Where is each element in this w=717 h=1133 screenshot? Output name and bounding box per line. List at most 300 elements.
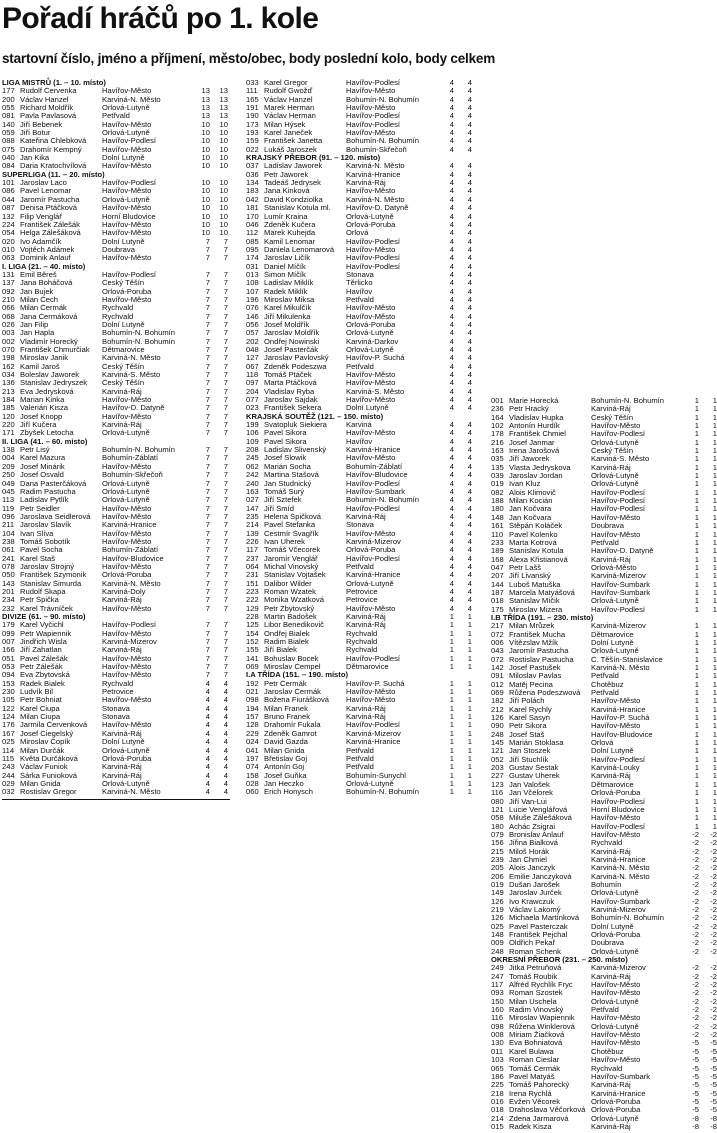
player-name: Monika Wzatková [264,596,324,605]
player-city: Rychvald [102,304,134,313]
points-last-round: 4 [449,512,454,521]
points-total: 7 [223,387,228,396]
standings-row [246,146,476,154]
player-number: 224 [2,220,15,229]
points-last-round: 7 [205,396,210,405]
player-number: 200 [2,95,15,104]
points-last-round: 1 [694,580,699,589]
points-total: 4 [467,546,472,555]
player-name: Josef Slowik [264,454,307,463]
standings-row [491,514,717,522]
player-city: Bohumín-Skřečoň [102,471,163,480]
player-name: Ondřej Nowinski [264,337,320,346]
player-city: Orlová-Lutyně [346,346,394,354]
standings-row [491,898,717,906]
player-city: Karviná-Mizerov [102,638,157,647]
points-last-round: 1 [694,647,699,656]
player-number: 213 [2,387,15,396]
player-name: Jaroslav Laco [20,179,67,188]
player-city: Orlová-Lutyně [591,1114,639,1123]
points-last-round: 4 [205,771,210,780]
standings-row [2,638,230,646]
points-total: 4 [467,304,472,313]
player-city: Havířov-Podlesí [591,488,646,497]
points-total: 4 [467,204,472,213]
standings-row [2,505,230,513]
points-total: 4 [223,746,228,755]
standings-row [2,329,230,337]
player-city: Orlová-Poruba [346,320,396,329]
points-last-round: 7 [205,362,210,371]
standings-row [2,121,230,129]
points-last-round: 4 [449,596,454,605]
points-last-round: 4 [449,537,454,546]
points-total: 4 [467,170,472,179]
player-city: Karviná-Ráj [591,772,631,781]
player-number: 003 [2,329,15,338]
player-number: 152 [246,638,259,647]
points-last-round: -2 [692,1014,699,1023]
player-number: 175 [491,605,504,614]
points-total: 4 [467,446,472,455]
player-name: Jana Kinková [264,187,310,196]
points-total: 7 [223,354,228,363]
player-number: 150 [491,997,504,1006]
points-total: 4 [467,346,472,354]
points-total: 4 [467,504,472,513]
player-name: Milan Mrůzek [509,622,555,631]
points-total: 7 [223,471,228,480]
standings-row [2,213,230,221]
player-city: Karviná-Hranice [591,705,646,714]
points-last-round: -2 [692,855,699,864]
standings-row [491,405,717,413]
standings-row [491,739,717,747]
player-city: Havířov-Město [102,504,152,513]
points-total: 4 [467,270,472,279]
standings-row [491,948,717,956]
points-total: 1 [712,580,717,589]
player-name: Jan Kočvara [509,505,552,514]
player-name: Břetislav Goj [264,754,308,763]
points-total: 1 [712,588,717,597]
player-city: Karviná-N. Město [102,95,161,104]
points-total: 4 [467,320,472,329]
standings-row [491,505,717,513]
player-number: 115 [2,754,15,763]
points-last-round: 10 [201,229,210,238]
points-total: 1 [712,805,717,814]
player-number: 130 [491,1039,504,1048]
points-last-round: 4 [449,262,454,271]
player-name: Josef Staš [509,730,545,739]
standings-row [491,672,717,680]
player-name: Milan Kocián [509,497,553,506]
points-last-round: 1 [694,588,699,597]
points-last-round: 7 [205,579,210,588]
player-city: Havířov-Město [102,120,152,129]
standings-row [246,471,476,479]
points-last-round: -2 [692,964,699,973]
points-last-round: -5 [692,1081,699,1090]
points-last-round: 4 [449,429,454,438]
points-last-round: 1 [694,438,699,447]
player-city: Petřvald [591,538,619,547]
standings-column-1 [2,79,230,801]
points-last-round: 1 [694,547,699,556]
player-name: Josef Guňka [264,771,307,780]
player-number: 036 [246,170,259,179]
points-total: 1 [712,405,717,414]
player-name: František Zálešák [20,220,80,229]
points-last-round: 1 [694,472,699,481]
standings-row [246,454,476,462]
player-city: Havířov-Město [591,1014,641,1023]
player-city: Orlová-Město [591,563,637,572]
player-city: Karviná-Hranice [346,571,401,580]
points-last-round: 4 [205,779,210,788]
points-total: 4 [467,120,472,129]
player-city: Horní Bludovice [591,805,645,814]
standings-column-2 [246,79,476,797]
player-number: 076 [246,304,259,313]
points-last-round: 1 [694,805,699,814]
points-last-round: 1 [449,738,454,747]
player-name: Pavel Sikora [264,437,307,446]
points-total: -2 [710,964,717,973]
player-number: 044 [2,195,15,204]
standings-row [246,321,476,329]
points-last-round: 4 [449,220,454,229]
player-city: Havířov-Město [102,671,152,680]
points-last-round: 7 [205,496,210,505]
player-city: Orlová-Lutyně [102,195,150,204]
player-name: Jaroslav Čermák [264,688,321,697]
player-number: 126 [491,714,504,723]
points-total: -5 [710,1056,717,1065]
points-total: 7 [223,362,228,371]
player-city: Karviná-Ráj [591,463,631,472]
player-number: 046 [246,220,259,229]
standings-row [491,781,717,789]
points-total: 1 [712,622,717,631]
league-heading: I.A TŘÍDA (151. – 190. místo) [246,670,348,680]
player-number: 165 [246,95,259,104]
player-city: Bohumín-N. Bohumín [346,137,420,146]
player-city: Stonava [346,270,374,279]
player-number: 247 [491,972,504,981]
points-last-round: 1 [694,714,699,723]
player-city: Orlová-Lutyně [102,487,150,496]
points-total: 4 [467,137,472,146]
page-title: Pořadí hráčů po 1. kole [2,2,319,35]
player-number: 209 [2,462,15,471]
points-total: 10 [219,145,228,154]
player-city: Orlová-Lutyně [346,579,394,588]
points-last-round: 1 [694,522,699,531]
points-last-round: 7 [205,421,210,430]
points-total: 4 [223,679,228,688]
player-number: 249 [491,964,504,973]
points-last-round: 1 [694,430,699,439]
player-number: 244 [2,771,15,780]
player-city: Orlová-Lutyně [591,597,639,606]
points-total: 1 [467,646,472,655]
player-name: Miroslav Čempel [264,663,321,672]
player-city: Karviná-Ráj [346,621,386,630]
player-name: Milan Durčák [20,746,65,755]
points-last-round: -2 [692,931,699,939]
player-number: 140 [2,120,15,129]
standings-row [246,304,476,312]
player-number: 102 [491,422,504,431]
points-last-round: 7 [205,254,210,263]
points-last-round: -2 [692,839,699,848]
points-total: 1 [712,680,717,689]
player-number: 001 [491,397,504,405]
points-total: 1 [467,663,472,672]
points-total: 4 [467,245,472,254]
player-city: Havířov-Podlesí [346,262,401,271]
standings-row [2,713,230,721]
points-last-round: 4 [205,713,210,722]
points-total: 7 [223,320,228,329]
player-number: 215 [491,847,504,856]
player-number: 170 [246,212,259,221]
player-name: Stanislav Jedryszek [20,379,88,388]
player-city: Havířov-Město [102,537,152,546]
player-name: František Chmiel [509,430,566,439]
points-last-round: 4 [449,446,454,455]
player-city: Karviná-S. Město [102,371,161,380]
points-total: 10 [219,229,228,238]
points-total: 7 [223,462,228,471]
standings-row [491,639,717,647]
player-name: Miroslav Miksa [264,295,315,304]
player-number: 108 [246,279,259,288]
player-number: 136 [2,379,15,388]
player-city: Havířov-Bludovice [591,730,653,739]
points-total: -2 [710,947,717,956]
points-total: 1 [712,822,717,831]
standings-row [2,238,230,246]
player-number: 243 [2,763,15,772]
points-total: 4 [467,429,472,438]
player-number: 138 [2,446,15,455]
points-total: 4 [223,713,228,722]
standings-row [491,497,717,505]
points-last-round: 4 [205,754,210,763]
points-last-round: 4 [205,679,210,688]
player-name: Jiří Šmíd [264,504,294,513]
points-last-round: 1 [694,455,699,464]
standings-row [246,379,476,387]
player-number: 237 [246,554,259,563]
points-last-round: 1 [449,771,454,780]
points-last-round: 4 [205,696,210,705]
points-last-round: 1 [694,538,699,547]
league-heading: LIGA MISTRŮ (1. – 10. místo) [2,78,106,87]
player-city: Havířov-Město [346,245,396,254]
player-city: Orlová-Poruba [102,754,152,763]
player-number: 208 [246,446,259,455]
player-city: Havířov-Šumbark [591,1072,651,1081]
player-city: Orlová-Lutyně [102,746,150,755]
points-total: 4 [223,721,228,730]
player-number: 032 [2,788,15,797]
points-total: -2 [710,889,717,898]
points-last-round: 1 [694,505,699,514]
player-name: Tomáš Čermák [509,1064,561,1073]
standings-row [491,464,717,472]
player-number: 118 [246,371,259,380]
player-city: Havířov-Šumbark [591,580,651,589]
points-last-round: 10 [201,220,210,229]
player-name: Čestmír Švagřík [264,529,319,538]
standings-row [2,555,230,563]
standings-row [491,589,717,597]
points-total: -5 [710,1039,717,1048]
player-name: Eva Zbytovská [20,671,70,680]
points-last-round: 1 [694,722,699,731]
player-name: Pavel Matyáš [509,1072,555,1081]
points-total: 4 [467,437,472,446]
player-number: 103 [491,1056,504,1065]
player-name: Karel Rychly [509,705,552,714]
points-total: 4 [467,212,472,221]
player-city: Rychvald [102,312,134,321]
player-name: Jiří Zahatlan [20,646,62,655]
points-last-round: 4 [449,212,454,221]
points-total: -8 [710,1114,717,1123]
player-name: Petr Špička [20,596,59,605]
player-name: Vladislav Hupka [509,413,564,422]
player-name: Radim Vinovský [509,1006,564,1015]
player-number: 026 [2,320,15,329]
player-name: Petr Bohniat [20,696,62,705]
points-total: 4 [467,262,472,271]
points-total: 1 [712,814,717,823]
standings-row [2,496,230,504]
player-number: 040 [2,154,15,163]
player-number: 166 [2,646,15,655]
player-name: Karel Janeček [264,129,313,138]
points-last-round: 1 [449,729,454,738]
standings-row [491,923,717,931]
points-total: 4 [467,496,472,505]
standings-row [2,655,230,663]
player-name: Jaroslav Jurček [509,889,562,898]
standings-row [491,1090,717,1098]
player-name: Marie Horecká [509,397,559,405]
points-last-round: 4 [205,721,210,730]
player-name: Josef Janmar [509,438,555,447]
player-city: Dětmarovice [591,780,634,789]
points-total: 1 [467,638,472,647]
points-last-round: 4 [205,746,210,755]
player-city: Havířov-Město [591,422,641,431]
player-city: Orlová-Lutyně [591,438,639,447]
points-last-round: 1 [694,697,699,706]
points-total: 10 [219,162,228,171]
points-last-round: 1 [694,422,699,431]
player-number: 028 [246,779,259,788]
player-name: Daniela Lenomarová [264,245,335,254]
player-number: 229 [246,729,259,738]
points-total: -2 [710,981,717,990]
player-number: 217 [491,622,504,631]
player-city: Orlová-Poruba [346,546,396,555]
player-name: Kamil Lenomar [264,237,316,246]
standings-row [2,363,230,371]
player-number: 031 [246,262,259,271]
player-city: Dolní Lutyně [102,154,145,163]
player-number: 029 [2,779,15,788]
player-name: Drahoslava Věčorková [509,1106,586,1115]
points-last-round: 4 [449,379,454,388]
points-total: 1 [712,563,717,572]
player-name: Jan Heczko [264,779,304,788]
player-name: František Sekera [264,404,322,413]
standings-row [491,839,717,847]
player-number: 143 [2,579,15,588]
points-total: 4 [467,129,472,138]
player-name: Marta Ptáčková [264,379,317,388]
player-city: Orlová-Poruba [591,1097,641,1106]
points-last-round: 1 [449,663,454,672]
player-name: Alexa Křistianová [509,555,568,564]
points-last-round: 4 [449,237,454,246]
standings-row [491,914,717,922]
player-name: František Mucha [509,630,566,639]
player-name: Karel Trávníček [20,604,73,613]
player-city: Karviná-Ráj [102,596,142,605]
player-number: 163 [491,447,504,456]
points-last-round: 7 [205,387,210,396]
player-city: Havířov-Město [591,989,641,998]
points-total: 7 [223,487,228,496]
points-last-round: 1 [694,605,699,614]
player-city: Karviná-Ráj [102,646,142,655]
player-number: 082 [491,488,504,497]
player-name: Jiřina Bialková [509,839,558,848]
player-number: 141 [246,654,259,663]
points-last-round: 10 [201,195,210,204]
points-last-round: -2 [692,830,699,839]
player-name: Gustav Šestak [509,764,559,773]
player-city: Karviná-Hranice [346,170,401,179]
player-number: 167 [2,729,15,738]
player-name: Miriam Žiačková [509,1031,565,1040]
points-last-round: 1 [694,405,699,414]
player-number: 065 [491,1064,504,1073]
standings-row [246,780,476,788]
points-total: 1 [712,555,717,564]
points-last-round: 10 [201,187,210,196]
points-last-round: 4 [449,496,454,505]
standings-row [246,755,476,763]
points-last-round: -2 [692,880,699,889]
points-last-round: 4 [205,763,210,772]
player-name: Achác Zsigrai [509,822,556,831]
player-name: Vítězslav Mžík [509,638,558,647]
points-last-round: 1 [694,488,699,497]
player-name: Jan Chmiel [509,855,547,864]
player-name: Jaromír Pastucha [20,195,80,204]
player-city: Havířov [346,287,373,296]
player-name: Roman Cieslar [509,1056,560,1065]
player-number: 039 [491,472,504,481]
